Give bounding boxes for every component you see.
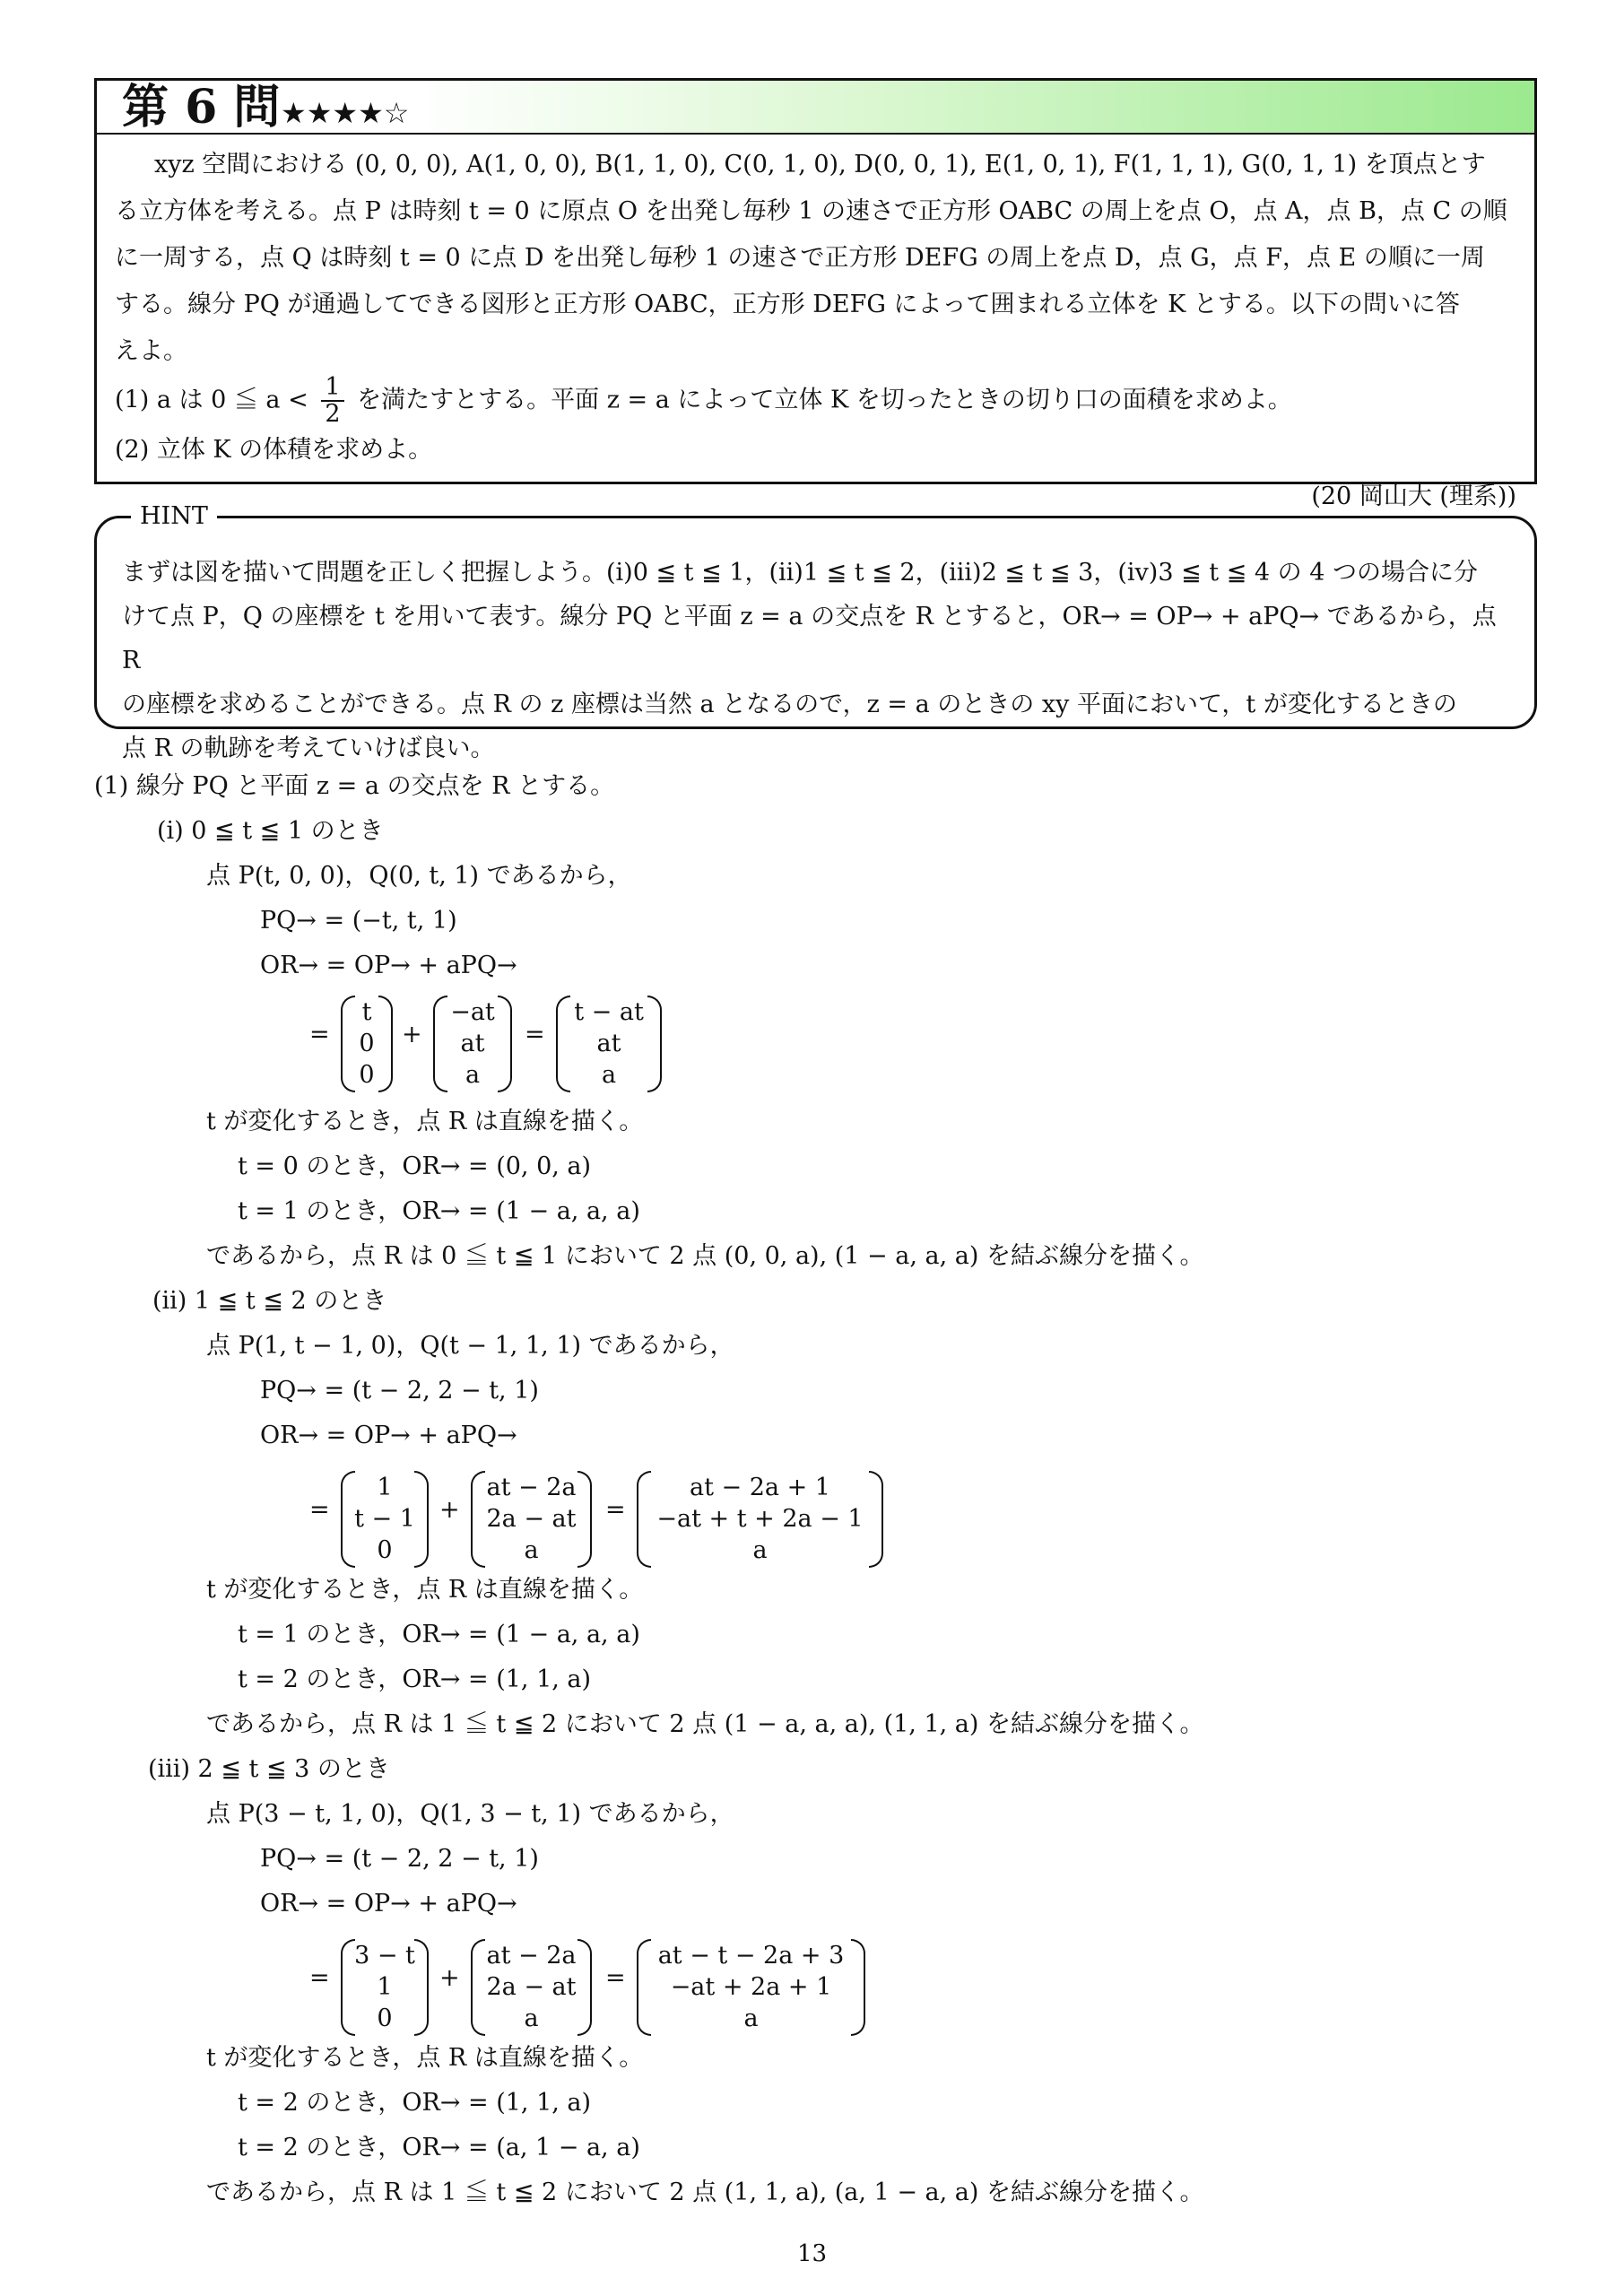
conclusion-line: であるから，点 R は 1 ≦ t ≦ 2 において 2 点 (1, 1, a), (a, 1 − a, a) を結ぶ線分を描く。 xyxy=(206,2179,1204,2206)
column-vector xyxy=(341,1939,429,2036)
hint-label: HINT xyxy=(131,499,217,535)
hint-line: の座標を求めることができる。点 R の z 座標は当然 a となるので，z = a のときの xy 平面において，t が変化するときの xyxy=(122,691,1457,718)
fraction-numerator: 1 xyxy=(321,375,343,402)
pq-vector: PQ→ = (t − 2, 2 − t, 1) xyxy=(260,1845,539,1873)
vector-entry: t − 1 xyxy=(354,1505,415,1533)
vector-entry: 0 xyxy=(359,1030,375,1057)
case-heading: (ii) 1 ≦ t ≦ 2 のとき xyxy=(152,1287,387,1315)
problem-box xyxy=(94,78,1537,510)
equals-sign: = xyxy=(309,1021,330,1048)
endpoint-line: t = 2 のとき，OR→ = (1, 1, a) xyxy=(238,1665,592,1693)
vector-entry: 1 xyxy=(377,1474,393,1501)
problem-source: (20 岡山大 (理系)) xyxy=(1311,483,1516,510)
endpoint-line: t = 2 のとき，OR→ = (1, 1, a) xyxy=(238,2089,592,2117)
equals-sign: = xyxy=(309,1964,330,1992)
pq-vector: PQ→ = (t − 2, 2 − t, 1) xyxy=(260,1377,539,1405)
problem-line: えよ。 xyxy=(115,337,187,365)
column-vector xyxy=(433,996,512,1092)
problem-line: する。線分 PQ が通過してできる図形と正方形 OABC，正方形 DEFG によって囲まれる立体を K とする。以下の問いに答 xyxy=(115,291,1460,318)
vector-entry: 0 xyxy=(377,1536,393,1564)
or-equation: OR→ = OP→ + aPQ→ xyxy=(260,952,517,979)
fraction xyxy=(321,375,343,427)
vector-entry: 1 xyxy=(377,1973,393,2001)
pq-vector: PQ→ = (−t, t, 1) xyxy=(260,907,457,935)
question-1-pre: (1) a は 0 ≦ a < xyxy=(115,386,308,414)
plus-sign: + xyxy=(439,1496,460,1524)
varies-line: t が変化するとき，点 R は直線を描く。 xyxy=(206,1576,644,1604)
column-vector xyxy=(637,1939,865,2036)
vector-entry: at − 2a xyxy=(486,1474,577,1501)
vector-entry: −at + 2a + 1 xyxy=(670,1973,832,2001)
column-vector xyxy=(556,996,662,1092)
vector-entry: −at + t + 2a − 1 xyxy=(656,1505,864,1533)
vector-entry: 0 xyxy=(377,2005,393,2032)
vector-entry: t xyxy=(361,998,372,1026)
vector-entry: at xyxy=(460,1030,485,1057)
hint-line: 点 R の軌跡を考えていけば良い。 xyxy=(122,735,495,762)
equals-sign: = xyxy=(309,1496,330,1524)
solution-intro: (1) 線分 PQ と平面 z = a の交点を R とする。 xyxy=(94,772,615,800)
vector-entry: 2a − at xyxy=(486,1505,577,1533)
points-line: 点 P(t, 0, 0)，Q(0, t, 1) であるから， xyxy=(206,862,632,890)
vector-entry: 0 xyxy=(359,1061,375,1089)
question-2: (2) 立体 K の体積を求めよ。 xyxy=(115,436,433,464)
varies-line: t が変化するとき，点 R は直線を描く。 xyxy=(206,2044,644,2072)
points-line: 点 P(1, t − 1, 0)，Q(t − 1, 1, 1) であるから， xyxy=(206,1332,734,1360)
vector-entry: a xyxy=(752,1536,768,1564)
points-line: 点 P(3 − t, 1, 0)，Q(1, 3 − t, 1) であるから， xyxy=(206,1800,734,1828)
endpoint-line: t = 1 のとき，OR→ = (1 − a, a, a) xyxy=(238,1197,640,1225)
vector-entry: 2a − at xyxy=(486,1973,577,2001)
column-vector xyxy=(341,996,393,1092)
vector-entry: −at xyxy=(450,998,495,1026)
vector-entry: at − 2a xyxy=(486,1942,577,1970)
vector-entry: a xyxy=(524,2005,539,2032)
endpoint-line: t = 1 のとき，OR→ = (1 − a, a, a) xyxy=(238,1621,640,1648)
vector-entry: a xyxy=(524,1536,539,1564)
vector-entry: a xyxy=(743,2005,759,2032)
problem-body xyxy=(97,135,1534,520)
vector-entry: at − t − 2a + 3 xyxy=(657,1942,845,1970)
or-equation: OR→ = OP→ + aPQ→ xyxy=(260,1890,517,1918)
plus-sign: + xyxy=(439,1964,460,1992)
case-heading: (i) 0 ≦ t ≦ 1 のとき xyxy=(157,817,384,845)
column-vector xyxy=(471,1939,592,2036)
column-vector xyxy=(471,1471,592,1568)
page-number: 13 xyxy=(796,2240,828,2267)
equals-sign: = xyxy=(525,1021,545,1048)
vector-entry: a xyxy=(465,1061,481,1089)
column-vector xyxy=(341,1471,429,1568)
vector-entry: at xyxy=(596,1030,621,1057)
question-1 xyxy=(115,375,1516,427)
problem-line: xyz 空間における (0, 0, 0), A(1, 0, 0), B(1, 1, 0), C(0, 1, 0), D(0, 0, 1), E(1, 0, 1), F(1, 1, 1), G(0, 1, 1) を頂点とす xyxy=(154,151,1486,178)
varies-line: t が変化するとき，点 R は直線を描く。 xyxy=(206,1108,644,1135)
conclusion-line: であるから，点 R は 0 ≦ t ≦ 1 において 2 点 (0, 0, a), (1 − a, a, a) を結ぶ線分を描く。 xyxy=(206,1242,1204,1270)
equals-sign: = xyxy=(605,1964,626,1992)
case-heading: (iii) 2 ≦ t ≦ 3 のとき xyxy=(148,1755,390,1783)
question-1-post: を満たすとする。平面 z = a によって立体 K を切ったときの切り口の面積を求めよ。 xyxy=(357,386,1292,414)
fraction-denominator: 2 xyxy=(325,400,341,428)
hint-line: けて点 P，Q の座標を t を用いて表す。線分 PQ と平面 z = a の交点を R とすると，OR→ = OP→ + aPQ→ であるから，点 R xyxy=(122,603,1497,674)
endpoint-line: t = 2 のとき，OR→ = (a, 1 − a, a) xyxy=(238,2134,640,2161)
problem-header xyxy=(97,81,1534,135)
or-equation: OR→ = OP→ + aPQ→ xyxy=(260,1422,517,1449)
endpoint-line: t = 0 のとき，OR→ = (0, 0, a) xyxy=(238,1152,592,1180)
vector-entry: a xyxy=(601,1061,617,1089)
column-vector xyxy=(637,1471,883,1568)
hint-box xyxy=(94,502,1537,762)
problem-line: る立方体を考える。点 P は時刻 t = 0 に原点 O を出発し毎秒 1 の速さで正方形 OABC の周上を点 O，点 A，点 B，点 C の順 xyxy=(115,197,1507,225)
equals-sign: = xyxy=(605,1496,626,1524)
vector-entry: t − at xyxy=(574,998,644,1026)
conclusion-line: であるから，点 R は 1 ≦ t ≦ 2 において 2 点 (1 − a, a, a), (1, 1, a) を結ぶ線分を描く。 xyxy=(206,1710,1204,1738)
problem-title: 第 6 問 xyxy=(122,80,281,135)
hint-line: まずは図を描いて問題を正しく把握しよう。(i)0 ≦ t ≦ 1，(ii)1 ≦ t ≦ 2，(iii)2 ≦ t ≦ 3，(iv)3 ≦ t ≦ 4 の 4 つの場合に分 xyxy=(122,559,1479,587)
vector-entry: 3 − t xyxy=(354,1942,415,1970)
problem-line: に一周する，点 Q は時刻 t = 0 に点 D を出発し毎秒 1 の速さで正方形 DEFG の周上を点 D，点 G，点 F，点 E の順に一周 xyxy=(115,244,1485,272)
difficulty-stars: ★★★★☆ xyxy=(281,96,410,130)
plus-sign: + xyxy=(402,1021,422,1048)
vector-entry: at − 2a + 1 xyxy=(690,1474,830,1501)
